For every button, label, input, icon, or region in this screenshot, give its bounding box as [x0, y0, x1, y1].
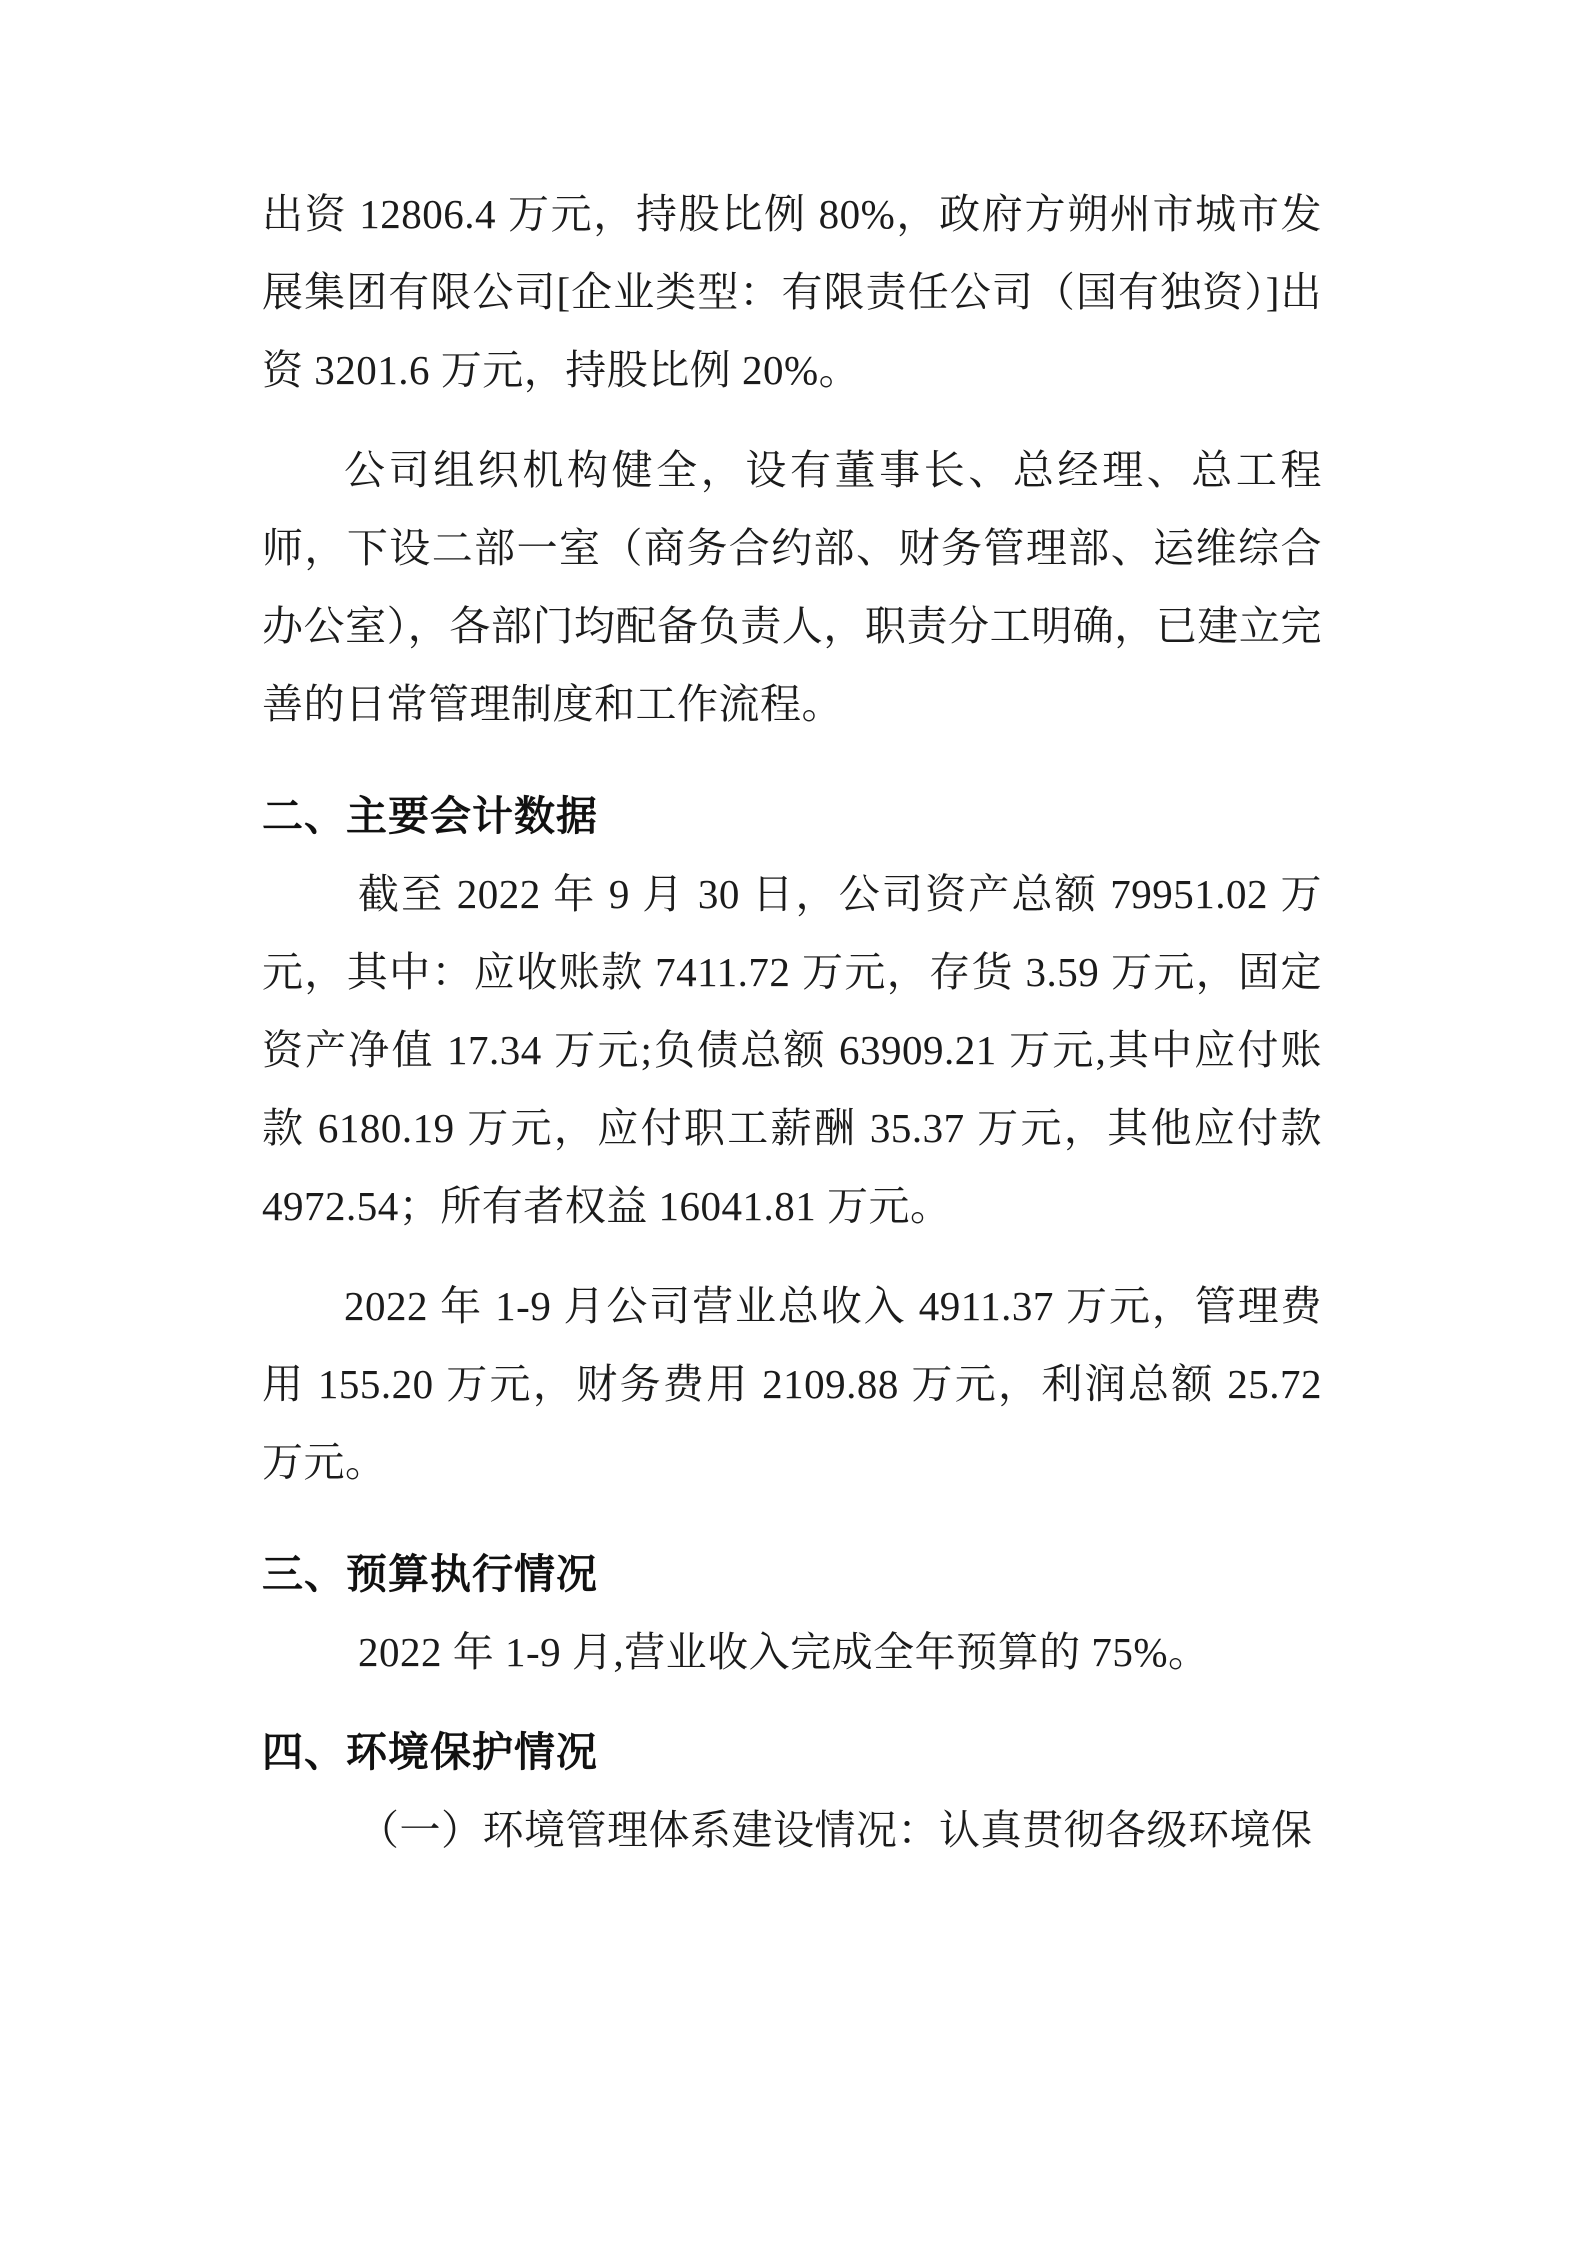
heading-section-two: 二、主要会计数据 — [262, 793, 598, 839]
paragraph-budget-execution: 2022 年 1-9 月,营业收入完成全年预算的 75%。 — [358, 1629, 1210, 1675]
document-body — [262, 175, 1322, 1869]
spacer — [262, 1245, 1322, 1267]
spacer — [262, 409, 1322, 431]
paragraph-accounting-assets: 截至 2022 年 9 月 30 日，公司资产总额 79951.02 万元，其中：应收账款 7411.72 万元，存货 3.59 万元，固定资产净值 17.34 万元;负债总额 63909.21 万元,其中应付账款 6180.19 万元，应付职工薪酬 35.37 万元，其他应付款 4972.54；所有者权益 16041.81 万元。 — [262, 871, 1322, 1229]
spacer — [262, 1691, 1322, 1713]
spacer — [262, 1501, 1322, 1535]
paragraph-organization-structure: 公司组织机构健全，设有董事长、总经理、总工程师，下设二部一室（商务合约部、财务管理部、运维综合办公室），各部门均配备负责人，职责分工明确，已建立完善的日常管理制度和工作流程。 — [262, 447, 1322, 727]
paragraph-capital-contribution: 出资 12806.4 万元，持股比例 80%，政府方朔州市城市发展集团有限公司[企业类型：有限责任公司（国有独资）]出资 3201.6 万元，持股比例 20%。 — [262, 191, 1322, 393]
spacer — [262, 743, 1322, 777]
heading-section-three: 三、预算执行情况 — [262, 1551, 598, 1597]
paragraph-accounting-revenue: 2022 年 1-9 月公司营业总收入 4911.37 万元，管理费用 155.20 万元，财务费用 2109.88 万元，利润总额 25.72 万元。 — [262, 1283, 1322, 1485]
heading-section-four: 四、环境保护情况 — [262, 1729, 598, 1775]
paragraph-environment-management: （一）环境管理体系建设情况：认真贯彻各级环境保 — [358, 1807, 1313, 1853]
